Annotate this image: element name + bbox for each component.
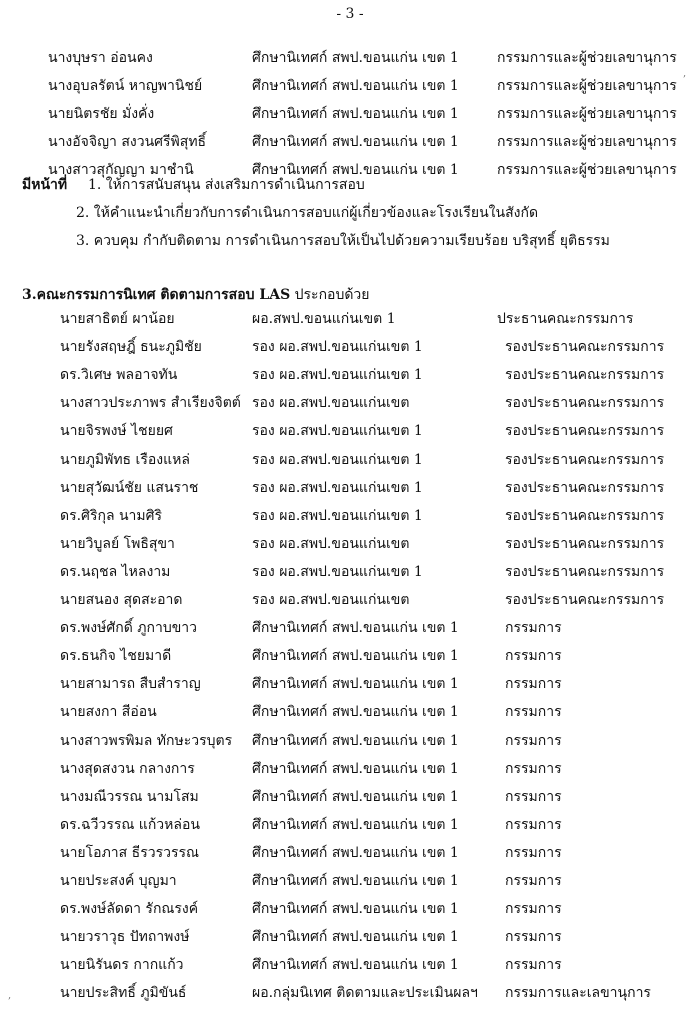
member-office: ศึกษานิเทศก์ สพป.ขอนแก่น เขต 1 [252, 676, 459, 693]
member-name: นายประสงค์ บุญมา [60, 873, 177, 889]
committee-row [0, 333, 700, 361]
committee-row [0, 100, 700, 128]
member-role: กรรมการและผู้ช่วยเลขานุการ [497, 162, 677, 178]
member-name: นางมณีวรรณ นามโสม [60, 788, 199, 805]
member-name: นางอุบลรัตน์ หาญพานิชย์ [48, 78, 203, 94]
member-office: รอง ผอ.สพป.ขอนแก่นเขต 1 [252, 339, 423, 356]
member-role: กรรมการ [505, 844, 562, 861]
member-name: นายสามารถ สืบสำราญ [60, 676, 201, 693]
member-name: นางสุดสงวน กลางการ [60, 760, 195, 777]
member-role: กรรมการและผู้ช่วยเลขานุการ [497, 134, 677, 150]
member-role: รองประธานคณะกรรมการ [505, 563, 665, 580]
member-name: ดร.ฉวีวรรณ แก้วหล่อน [60, 816, 200, 833]
member-office: รอง ผอ.สพป.ขอนแก่นเขต 1 [252, 451, 423, 468]
member-name: นางอัจจิญา สงวนศรีพิสุทธิ์ [48, 134, 207, 150]
committee-row [0, 670, 700, 698]
member-name: นายจิรพงษ์ ไชยยศ [60, 423, 173, 440]
member-office: รอง ผอ.สพป.ขอนแก่นเขต 1 [252, 423, 423, 440]
member-role: กรรมการและผู้ช่วยเลขานุการ [497, 50, 677, 66]
member-name: นายภูมิพัทธ เรืองแหล่ [60, 451, 190, 468]
member-office: รอง ผอ.สพป.ขอนแก่นเขต [252, 395, 410, 412]
committee-row [0, 783, 700, 811]
member-name: นายนิตรชัย มั่งคั่ง [48, 106, 155, 122]
page-number: - 3 - [336, 6, 364, 22]
committee-row [0, 755, 700, 783]
scan-mark: , [8, 990, 12, 1001]
member-name: นายนิรันดร กากแก้ว [60, 957, 184, 974]
duty-item: 2. ให้คำแนะนำเกี่ยวกับการดำเนินการสอบแก่ผู้เกี่ยวข้องและโรงเรียนในสังกัด [76, 205, 539, 221]
member-name: นายรังสฤษฎิ์ ธนะภูมิชัย [60, 339, 202, 356]
member-role: รองประธานคณะกรรมการ [505, 423, 665, 440]
member-role: รองประธานคณะกรรมการ [505, 479, 665, 496]
member-role: กรรมการ [505, 760, 562, 777]
member-office: ศึกษานิเทศก์ สพป.ขอนแก่น เขต 1 [252, 134, 459, 150]
member-role: กรรมการ [505, 648, 562, 665]
member-office: ศึกษานิเทศก์ สพป.ขอนแก่น เขต 1 [252, 78, 459, 94]
member-office: ศึกษานิเทศก์ สพป.ขอนแก่น เขต 1 [252, 732, 459, 749]
member-role: รองประธานคณะกรรมการ [505, 339, 665, 356]
member-name: ดร.ธนกิจ ไชยมาดี [60, 648, 172, 665]
member-role: กรรมการ [505, 957, 562, 974]
member-office: ศึกษานิเทศก์ สพป.ขอนแก่น เขต 1 [252, 106, 459, 122]
member-role: รองประธานคณะกรรมการ [505, 451, 665, 468]
member-name: นายสนอง สุดสะอาด [60, 592, 183, 608]
member-office: ศึกษานิเทศก์ สพป.ขอนแก่น เขต 1 [252, 760, 459, 777]
member-name: นางสาวพรพิมล ทักษะวรบุตร [60, 732, 233, 749]
member-name: นายสุวัฒน์ชัย แสนราช [60, 479, 199, 496]
committee-row [0, 361, 700, 389]
duty-item: 1. ให้การสนับสนุน ส่งเสริมการดำเนินการสอบ [88, 177, 365, 193]
committee-row [0, 128, 700, 156]
committee-row [0, 698, 700, 726]
member-role: กรรมการ [505, 816, 562, 833]
section-3-heading-rest: ประกอบด้วย [290, 287, 370, 303]
member-office: ศึกษานิเทศก์ สพป.ขอนแก่น เขต 1 [252, 816, 459, 833]
member-name: นายโอภาส ธีรวรวรรณ [60, 844, 199, 861]
member-role: รองประธานคณะกรรมการ [505, 592, 665, 608]
member-office: รอง ผอ.สพป.ขอนแก่นเขต 1 [252, 507, 423, 524]
member-office: ศึกษานิเทศก์ สพป.ขอนแก่น เขต 1 [252, 50, 459, 66]
committee-row [0, 951, 700, 979]
member-name: นายประสิทธิ์ ภูมิขันธ์ [60, 985, 187, 1002]
member-name: นางสาวประภาพร สำเรียงจิตต์ [60, 395, 241, 412]
section-3-heading-bold: 3.คณะกรรมการนิเทศ ติดตามการสอบ LAS [22, 287, 291, 303]
committee-row [0, 44, 700, 72]
member-role: กรรมการและผู้ช่วยเลขานุการ [497, 106, 677, 122]
committee-row [0, 530, 700, 558]
member-name: ดร.ศิริกุล นามศิริ [60, 507, 163, 524]
committee-row [0, 502, 700, 530]
committee-row [0, 642, 700, 670]
member-name: ดร.นฤชล ไหลงาม [60, 563, 171, 580]
member-office: รอง ผอ.สพป.ขอนแก่นเขต [252, 592, 410, 608]
member-office: ผอ.กลุ่มนิเทศ ติดตามและประเมินผลฯ [252, 985, 478, 1002]
member-name: นายสงกา สีอ่อน [60, 704, 157, 721]
committee-row [0, 867, 700, 895]
duties-label: มีหน้าที่ [22, 177, 68, 193]
member-role: กรรมการและผู้ช่วยเลขานุการ [497, 78, 677, 94]
member-name: นายวิบูลย์ โพธิสุขา [60, 535, 175, 552]
committee-row [0, 586, 700, 614]
committee-row [0, 558, 700, 586]
committee-row [0, 446, 700, 474]
member-role: ประธานคณะกรรมการ [497, 311, 634, 327]
committee-row [0, 979, 700, 1007]
member-role: กรรมการ [505, 873, 562, 889]
duty-item: 3. ควบคุม กำกับติดตาม การดำเนินการสอบให้เป็นไปด้วยความเรียบร้อย บริสุทธิ์ ยุติธรรม [76, 233, 610, 249]
member-name: นางสาวสุกัญญา มาชำนิ [48, 162, 194, 178]
member-office: ศึกษานิเทศก์ สพป.ขอนแก่น เขต 1 [252, 648, 459, 665]
committee-row [0, 895, 700, 923]
member-role: รองประธานคณะกรรมการ [505, 395, 665, 412]
member-role: กรรมการ [505, 901, 562, 918]
member-name: นางบุษรา อ่อนคง [48, 50, 153, 66]
member-office: ศึกษานิเทศก์ สพป.ขอนแก่น เขต 1 [252, 704, 459, 721]
member-role: รองประธานคณะกรรมการ [505, 535, 665, 552]
member-role: กรรมการ [505, 732, 562, 749]
member-role: กรรมการ [505, 676, 562, 693]
committee-row [0, 305, 700, 333]
committee-row [0, 72, 700, 100]
member-office: ศึกษานิเทศก์ สพป.ขอนแก่น เขต 1 [252, 788, 459, 805]
member-name: นายวราวุธ ปัทถาพงษ์ [60, 929, 190, 946]
member-name: ดร.พงษ์ลัดดา รักณรงค์ [60, 901, 199, 918]
member-office: ศึกษานิเทศก์ สพป.ขอนแก่น เขต 1 [252, 162, 459, 178]
committee-row [0, 417, 700, 445]
member-office: รอง ผอ.สพป.ขอนแก่นเขต 1 [252, 479, 423, 496]
committee-row [0, 389, 700, 417]
member-office: ศึกษานิเทศก์ สพป.ขอนแก่น เขต 1 [252, 844, 459, 861]
member-office: รอง ผอ.สพป.ขอนแก่นเขต 1 [252, 563, 423, 580]
member-office: ศึกษานิเทศก์ สพป.ขอนแก่น เขต 1 [252, 901, 459, 918]
committee-row [0, 839, 700, 867]
scan-mark: , [683, 68, 687, 79]
member-role: รองประธานคณะกรรมการ [505, 367, 665, 384]
member-role: กรรมการ [505, 704, 562, 721]
member-office: ศึกษานิเทศก์ สพป.ขอนแก่น เขต 1 [252, 873, 459, 889]
committee-row [0, 811, 700, 839]
member-office: ผอ.สพป.ขอนแก่นเขต 1 [252, 311, 396, 327]
member-office: ศึกษานิเทศก์ สพป.ขอนแก่น เขต 1 [252, 620, 459, 637]
member-office: รอง ผอ.สพป.ขอนแก่นเขต [252, 535, 410, 552]
member-office: รอง ผอ.สพป.ขอนแก่นเขต 1 [252, 367, 423, 384]
committee-row [0, 923, 700, 951]
member-role: กรรมการ [505, 929, 562, 946]
committee-row [0, 727, 700, 755]
committee-row [0, 614, 700, 642]
member-name: ดร.วิเศษ พลอาจทัน [60, 367, 178, 384]
member-role: กรรมการ [505, 788, 562, 805]
member-office: ศึกษานิเทศก์ สพป.ขอนแก่น เขต 1 [252, 929, 459, 946]
member-name: ดร.พงษ์ศักดิ์ ภูกาบขาว [60, 620, 198, 637]
member-role: รองประธานคณะกรรมการ [505, 507, 665, 524]
member-name: นายสาธิตย์ ผาน้อย [60, 311, 175, 327]
member-office: ศึกษานิเทศก์ สพป.ขอนแก่น เขต 1 [252, 957, 459, 974]
committee-row [0, 474, 700, 502]
member-role: กรรมการและเลขานุการ [505, 985, 651, 1002]
member-role: กรรมการ [505, 620, 562, 637]
